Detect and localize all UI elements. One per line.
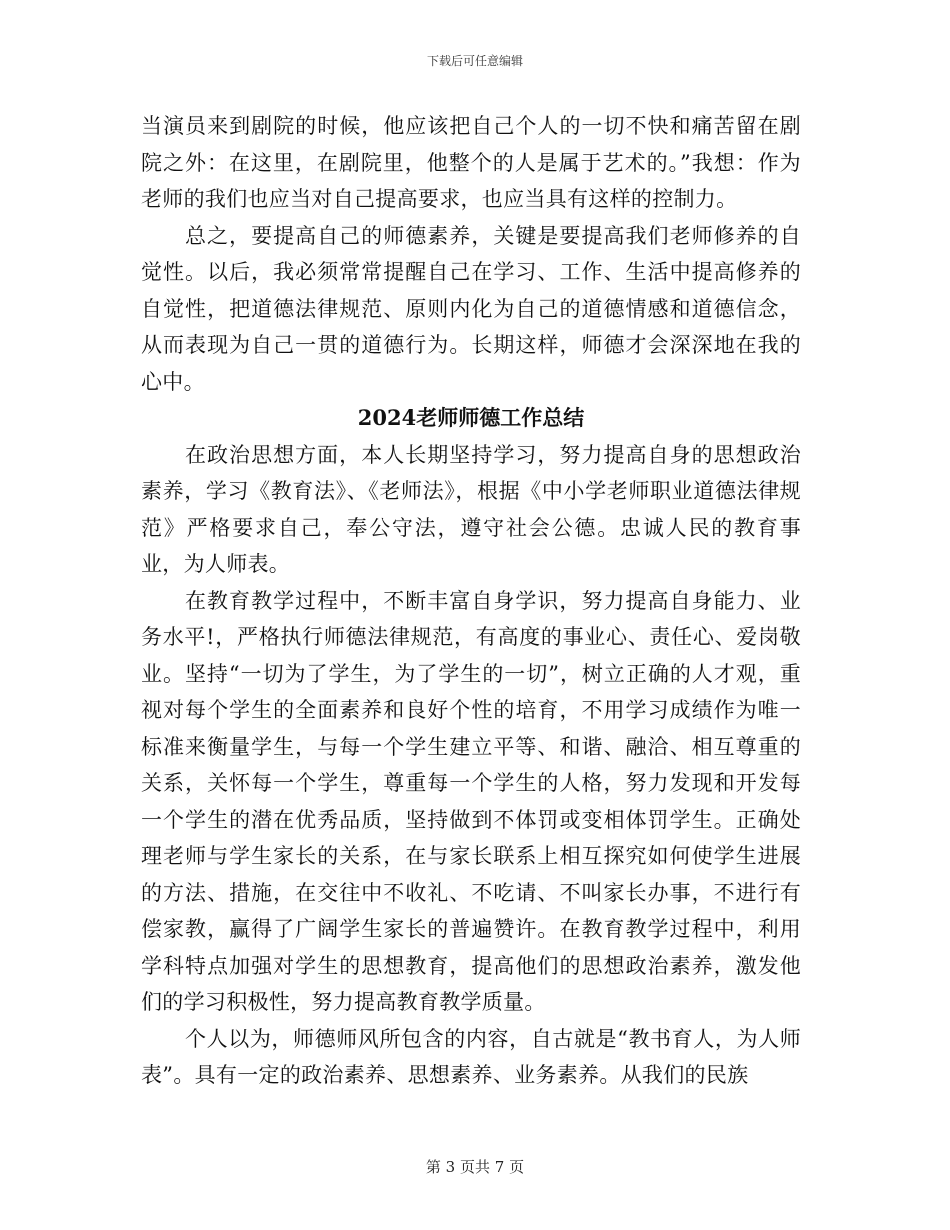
paragraph-continued: 当演员来到剧院的时候，他应该把自己个人的一切不快和痛苦留在剧院之外：在这里，在剧院里，他整个的人是属于艺术的。”我想：作为老师的我们也应当对自己提高要求，也应当具有这样的控制力。 (141, 114, 801, 211)
paragraph-personal-view: 个人以为，师德师风所包含的内容，自古就是“教书育人，为人师表”。具有一定的政治素养、思想素养、业务素养。从我们的民族 (141, 1026, 801, 1087)
page-footer: 第 3 页共 7 页 (425, 1158, 525, 1176)
paragraph-political-thought: 在政治思想方面，本人长期坚持学习，努力提高自身的思想政治素养，学习《教育法》、《老师法》，根据《中小学老师职业道德法律规范》严格要求自己，奉公守法，遵守社会公德。忠诚人民的教育事业，为人师表。 (141, 442, 801, 576)
section-title: 2024老师师德工作总结 (357, 405, 585, 430)
page-header: 下载后可任意编辑 (426, 54, 523, 68)
paragraph-teaching-process: 在教育教学过程中，不断丰富自身学识，努力提高自身能力、业务水平!，严格执行师德法律规范，有高度的事业心、责任心、爱岗敬业。坚持“一切为了学生，为了学生的一切”，树立正确的人才观，重视对每个学生的全面素养和良好个性的培育，不用学习成绩作为唯一标准来衡量学生，与每一个学生建立平等、和谐、融洽、相互尊重的关系，关怀每一个学生，尊重每一个学生的人格，努力发现和开发每一个学生的潜在优秀品质，坚持做到不体罚或变相体罚学生。正确处理老师与学生家长的关系，在与家长联系上相互探究如何使学生进展的方法、措施，在交往中不收礼、不吃请、不叫家长办事，不进行有偿家教，赢得了广阔学生家长的普遍赞许。在教育教学过程中，利用学科特点加强对学生的思想教育，提高他们的思想政治素养，激发他们的学习积极性，努力提高教育教学质量。 (141, 588, 801, 1014)
paragraph-conclusion: 总之，要提高自己的师德素养，关键是要提高我们老师修养的自觉性。以后，我必须常常提醒自己在学习、工作、生活中提高修养的自觉性，把道德法律规范、原则内化为自己的道德情感和道德信念，从而表现为自己一贯的道德行为。长期这样，师德才会深深地在我的心中。 (141, 223, 801, 394)
document-body (141, 108, 801, 1094)
